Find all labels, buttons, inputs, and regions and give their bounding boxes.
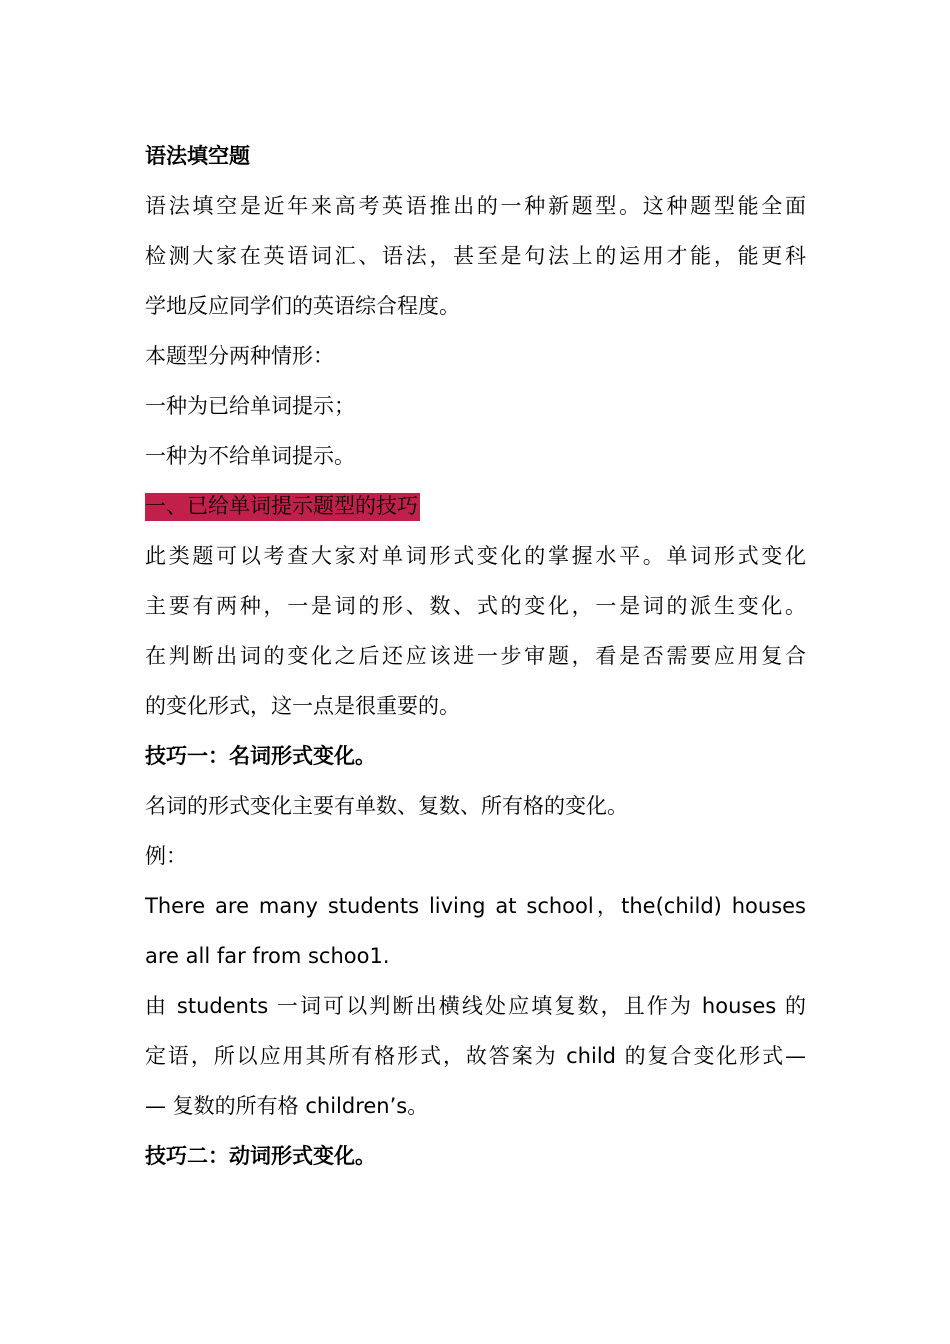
- type-item: 一种为不给单词提示。: [145, 444, 355, 468]
- section-body-paragraph: [145, 531, 806, 731]
- tip-description: 名词的形式变化主要有单数、复数、所有格的变化。: [145, 794, 628, 818]
- section-heading-row: [145, 481, 806, 531]
- tip-heading: 技巧二：动词形式变化。: [145, 1144, 376, 1168]
- intro-line: 学地反应同学们的英语综合程度。: [145, 294, 460, 318]
- section-heading-highlight: 一、已给单词提示题型的技巧: [145, 493, 420, 521]
- intro-line: 检测大家在英语词汇、语法，甚至是句法上的运用才能，能更科: [145, 244, 806, 268]
- explanation-line: 由 students 一词可以判断出横线处应填复数，且作为 houses 的: [145, 994, 806, 1018]
- example-line: are all far from schoo1.: [145, 944, 390, 968]
- example-label: 例：: [145, 844, 187, 868]
- tip-heading: 技巧一：名词形式变化。: [145, 744, 376, 768]
- intro-line: 语法填空是近年来高考英语推出的一种新题型。这种题型能全面: [145, 194, 806, 218]
- section-body-line: 主要有两种，一是词的形、数、式的变化，一是词的派生变化。: [145, 594, 806, 618]
- section-body-line: 的变化形式，这一点是很重要的。: [145, 694, 460, 718]
- intro-paragraph: [145, 181, 806, 331]
- example-sentence: [145, 881, 806, 981]
- section-body-line: 此类题可以考查大家对单词形式变化的掌握水平。单词形式变化: [145, 544, 806, 568]
- type-item: 一种为已给单词提示；: [145, 394, 355, 418]
- explanation-paragraph: [145, 981, 806, 1131]
- document-page: [145, 131, 806, 1181]
- explanation-line: — 复数的所有格 children’s。: [145, 1094, 429, 1118]
- section-body-line: 在判断出词的变化之后还应该进一步审题，看是否需要应用复合: [145, 644, 806, 668]
- explanation-line: 定语，所以应用其所有格形式，故答案为 child 的复合变化形式—: [145, 1044, 806, 1068]
- types-intro: 本题型分两种情形：: [145, 344, 334, 368]
- example-line: There are many students living at school，the(child) houses: [145, 894, 806, 918]
- document-title: 语法填空题: [145, 144, 250, 168]
